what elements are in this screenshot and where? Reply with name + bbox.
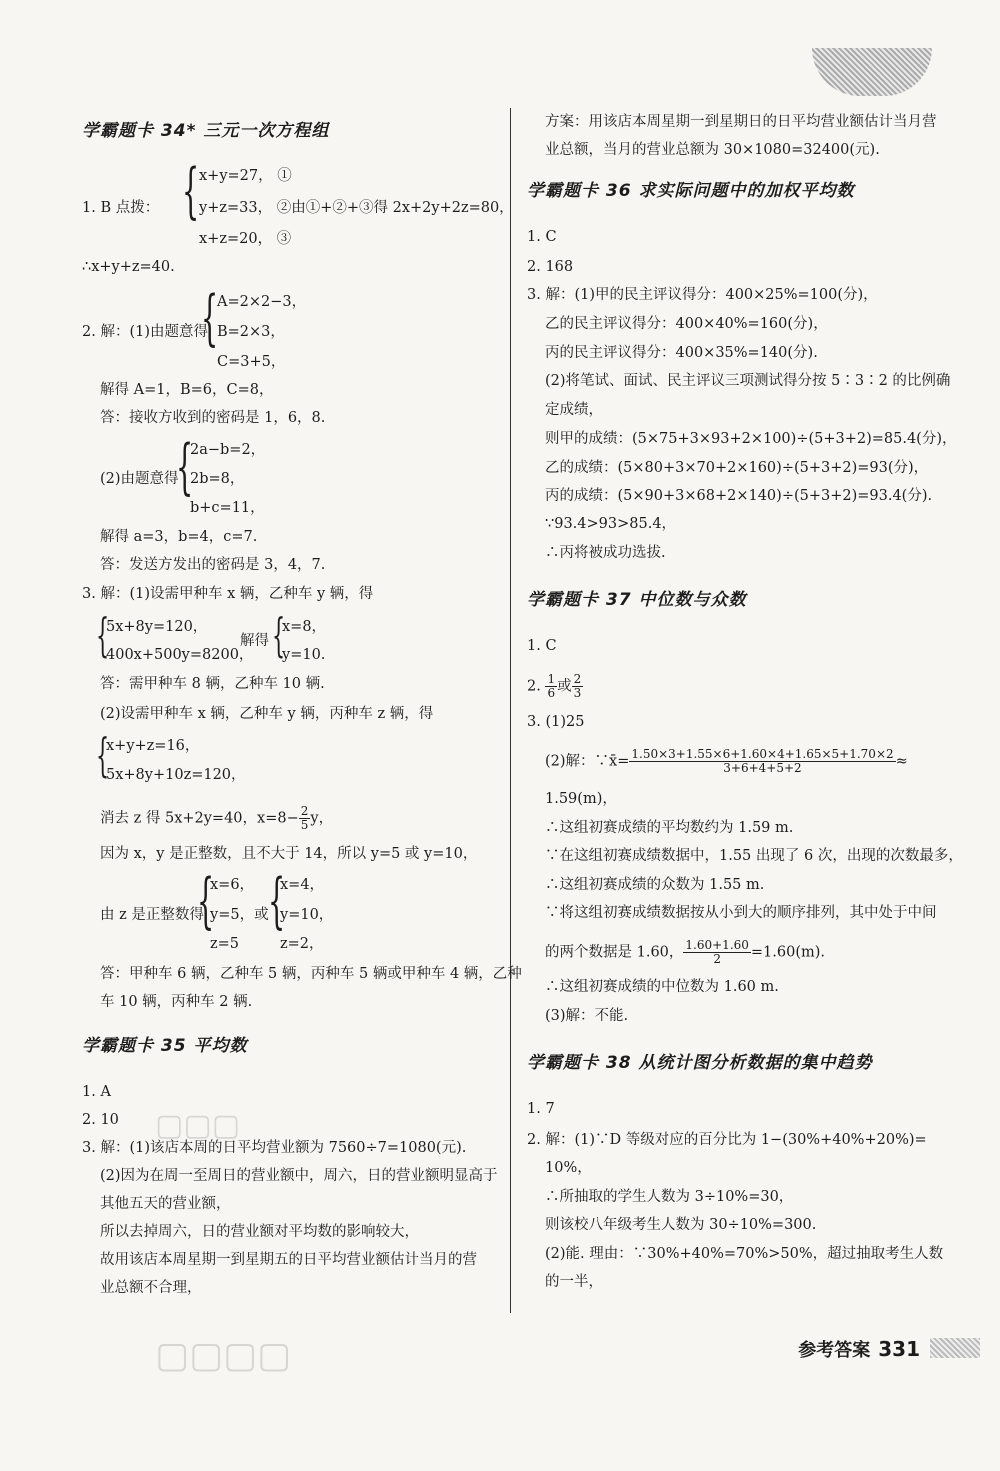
text-line: ∴这组初赛成绩的众数为 1.55 m. [545,877,765,893]
section-title-38: 学霸题卡 38 从统计图分析数据的集中趋势 [527,1053,873,1073]
text-line: 故用该店本周星期一到星期五的日平均营业额估计当月的营 [100,1252,477,1268]
text-line: 定成绩， [545,402,603,418]
equation-line: y+z=33， ②由①+②+③得 2x+2y+2z=80， [199,200,514,216]
text-line: 2. $\frac{1}{6}$ 或 $\frac{2}{3}$ [527,672,582,701]
text-line: 3. (1)25 [527,714,585,730]
equation-line: B=2×3， [217,324,285,340]
text-line: 1. A [82,1084,111,1100]
text-line: 消去 z 得 5x+2y=40，x=8− $\frac{2}{5}$ y， [100,804,334,833]
text-line: 3. 解：(1)甲的民主评议得分：400×25%=100(分)， [527,287,878,303]
equation-line: y=5，或 [210,907,269,923]
equation-line: x=6， [210,877,255,893]
text-line: 乙的民主评议得分：400×40%=160(分)， [545,316,828,332]
text-line: 1.59(m)， [545,791,617,807]
page-number: 331 [878,1337,920,1361]
text-line: 其他五天的营业额， [100,1196,231,1212]
text-line: 则该校八年级考生人数为 30÷10%=300. [545,1217,817,1233]
text-line: 由 z 是正整数得 [100,907,204,923]
text-line: 车 10 辆，丙种车 2 辆. [100,994,253,1010]
equation-line: x=8， [282,619,327,635]
text-line: 业总额不合理， [100,1280,202,1296]
text-line: 1. C [527,638,557,654]
text-line: 3. 解：(1)该店本周的日平均营业额为 7560÷7=1080(元). [82,1140,467,1156]
text-line: (2)由题意得 [100,471,179,487]
text-line: ∴这组初赛成绩的中位数为 1.60 m. [545,979,779,995]
text-line: 解得 a=3，b=4，c=7. [100,529,258,545]
brace: { [197,866,215,936]
text-line: 2. 10 [82,1112,119,1128]
text-line: 解得 [240,633,269,649]
equation-line: x+y=27， ① [199,168,292,184]
equation-line: 400x+500y=8200， [106,647,254,663]
equation-line: 5x+8y+10z=120， [106,767,246,783]
text-line: ∴所抽取的学生人数为 3÷10%=30， [545,1189,794,1205]
brace: { [182,156,200,226]
footer [798,1336,920,1362]
section-title-37: 学霸题卡 37 中位数与众数 [527,590,747,610]
brace: { [272,608,286,662]
text-line: 丙的成绩：(5×90+3×68+2×140)÷(5+3+2)=93.4(分). [545,488,933,504]
equation-line: x+z=20， ③ [199,231,292,247]
equation-line: x+y+z=16， [106,738,200,754]
text-line: 方案：用该店本周星期一到星期日的日平均营业额估计当月营 [545,114,937,130]
equation-line: 5x+8y=120， [106,619,208,635]
brace: { [176,432,194,502]
equation-line: b+c=11， [190,500,265,516]
text-line: 答：需甲种车 8 辆，乙种车 10 辆. [100,676,325,692]
text-line: (2)解：∵x̄= $\frac{1.50\times 3+1.55\times 6+1.60\times 4+1.65\times 5+1.70\times 2}{3+6+4+5+2}$ ≈ [545,747,908,776]
text-line: 所以去掉周六，日的营业额对平均数的影响较大， [100,1224,419,1240]
footer-decoration [930,1338,980,1358]
text-line: (3)解：不能. [545,1008,629,1024]
text-line: ∵在这组初赛成绩数据中，1.55 出现了 6 次，出现的次数最多， [545,848,963,864]
text-line: 2. 解：(1)∵D 等级对应的百分比为 1−(30%+40%+20%)= [527,1132,927,1148]
text-line: ∴这组初赛成绩的平均数约为 1.59 m. [545,820,794,836]
text-line: 1. 7 [527,1101,555,1117]
text-line: ∵93.4>93>85.4， [545,516,677,532]
text-line: (2)设需甲种车 x 辆，乙种车 y 辆，丙种车 z 辆，得 [100,706,434,722]
equation-line: 2b=8， [190,471,245,487]
text-line: 1. B 点拨： [82,200,160,216]
section-title-34: 学霸题卡 34* 三元一次方程组 [82,121,330,141]
equation-line: z=2， [280,936,324,952]
column-divider [510,108,511,1313]
text-line: ∴x+y+z=40. [82,259,175,275]
text-line: 答：甲种车 6 辆，乙种车 5 辆，丙种车 5 辆或甲种车 4 辆，乙种 [100,966,522,982]
text-line: 答：接收方收到的密码是 1，6，8. [100,410,326,426]
text-line: 因为 x，y 是正整数，且不大于 14，所以 y=5 或 y=10， [100,846,478,862]
text-line: 答：发送方发出的密码是 3，4，7. [100,557,326,573]
watermark: ▢▢▢▢ [155,1335,292,1376]
text-line: ∵将这组初赛成绩数据按从小到大的顺序排列，其中处于中间 [545,905,937,921]
brace: { [96,728,110,782]
equation-line: y=10， [280,907,334,923]
equation-line: A=2×2−3， [217,294,307,310]
text-line: ∴丙将被成功选拔. [545,545,666,561]
text-line: 1. C [527,229,557,245]
text-line: 丙的民主评议得分：400×35%=140(分). [545,345,818,361]
text-line: 的一半， [545,1274,603,1290]
equation-line: C=3+5， [217,354,286,370]
section-title-36: 学霸题卡 36 求实际问题中的加权平均数 [527,181,855,201]
equation-line: y=10. [282,647,326,663]
text-line: (2)因为在周一至周日的营业额中，周六，日的营业额明显高于 [100,1168,498,1184]
equation-line: x=4， [280,877,325,893]
equation-line: z=5 [210,936,240,952]
text-line: 2. 168 [527,259,574,275]
text-line: (2)将笔试、面试、民主评议三项测试得分按 5∶3∶2 的比例确 [545,373,951,389]
watermark: ▢▢▢ [155,1108,241,1143]
section-title-35: 学霸题卡 35 平均数 [82,1036,248,1056]
footer-label: 参考答案 [798,1340,871,1361]
text-line: 业总额，当月的营业总额为 30×1080=32400(元). [545,142,880,158]
text-line: 2. 解：(1)由题意得 [82,324,208,340]
text-line: 解得 A=1，B=6，C=8， [100,382,274,398]
text-line: (2)能. 理由：∵30%+40%=70%>50%，超过抽取考生人数 [545,1246,944,1262]
brace: { [201,283,219,353]
text-line: 的两个数据是 1.60， $\frac{1.60+1.60}{2}$ =1.60(m). [545,938,826,967]
corner-decoration [812,48,932,96]
equation-line: 2a−b=2， [190,442,266,458]
text-line: 10%， [545,1160,592,1176]
brace: { [268,866,286,936]
text-line: 则甲的成绩：(5×75+3×93+2×100)÷(5+3+2)=85.4(分)， [545,431,957,447]
text-line: 3. 解：(1)设需甲种车 x 辆，乙种车 y 辆，得 [82,586,374,602]
brace: { [96,608,110,662]
text-line: 乙的成绩：(5×80+3×70+2×160)÷(5+3+2)=93(分)， [545,460,929,476]
